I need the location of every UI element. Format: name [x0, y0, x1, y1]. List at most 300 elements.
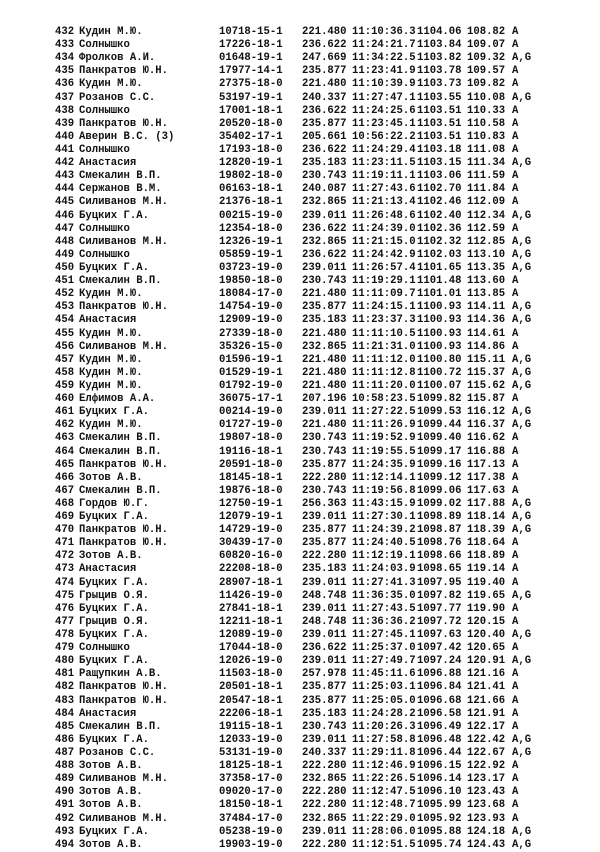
fancier-name: Анастасия — [79, 563, 137, 576]
place-number: 481 — [55, 668, 75, 681]
fancier-name: Грыцив О.Я. — [79, 615, 149, 628]
distance: 230.743 — [302, 275, 347, 288]
distance: 257.978 — [302, 668, 347, 681]
arrival-time: 11:24:25.6 — [352, 104, 416, 117]
fancier-name: Солнышко — [79, 248, 130, 261]
place-number: 466 — [55, 471, 75, 484]
distance: 236.622 — [302, 248, 347, 261]
table-row — [55, 747, 575, 760]
ring-number: 12079-19-1 — [219, 511, 283, 524]
points: 109.32 — [467, 52, 506, 65]
speed: 1099.16 — [417, 458, 462, 471]
distance: 236.622 — [302, 39, 347, 52]
points: 111.84 — [467, 183, 506, 196]
place-number: 443 — [55, 170, 75, 183]
flags: A — [512, 327, 519, 340]
place-number: 459 — [55, 379, 75, 392]
arrival-time: 11:11:09.7 — [352, 288, 416, 301]
distance: 221.480 — [302, 353, 347, 366]
flags: A,G — [512, 747, 532, 760]
fancier-name: Анастасия — [79, 707, 137, 720]
place-number: 467 — [55, 484, 75, 497]
speed: 1098.65 — [417, 563, 462, 576]
distance: 239.011 — [302, 511, 347, 524]
points: 118.39 — [467, 524, 506, 537]
distance: 235.877 — [302, 524, 347, 537]
table-row — [55, 681, 575, 694]
ring-number: 17193-18-0 — [219, 143, 283, 156]
distance: 221.480 — [302, 327, 347, 340]
arrival-time: 11:21:13.4 — [352, 196, 416, 209]
place-number: 477 — [55, 615, 75, 628]
flags: A,G — [512, 419, 532, 432]
speed: 1099.40 — [417, 432, 462, 445]
points: 117.13 — [467, 458, 506, 471]
points: 116.62 — [467, 432, 506, 445]
points: 113.85 — [467, 288, 506, 301]
ring-number: 19850-18-0 — [219, 275, 283, 288]
speed: 1097.95 — [417, 576, 462, 589]
arrival-time: 11:10:36.3 — [352, 26, 416, 38]
ring-number: 01529-19-1 — [219, 366, 283, 379]
fancier-name: Солнышко — [79, 39, 130, 52]
arrival-time: 11:11:12.8 — [352, 366, 416, 379]
fancier-name: Солнышко — [79, 143, 130, 156]
flags: A,G — [512, 91, 532, 104]
table-row — [55, 65, 575, 78]
distance: 236.622 — [302, 222, 347, 235]
flags: A — [512, 170, 519, 183]
distance: 230.743 — [302, 170, 347, 183]
table-row — [55, 472, 575, 485]
table-row — [55, 196, 575, 209]
arrival-time: 11:45:11.6 — [352, 668, 416, 681]
distance: 235.877 — [302, 694, 347, 707]
table-row — [55, 590, 575, 603]
speed: 1096.49 — [417, 720, 462, 733]
arrival-time: 11:36:35.0 — [352, 589, 416, 602]
fancier-name: Буцких Г.А. — [79, 602, 149, 615]
table-row — [55, 459, 575, 472]
ring-number: 00214-19-0 — [219, 406, 283, 419]
speed: 1103.18 — [417, 143, 462, 156]
flags: A,G — [512, 353, 532, 366]
ring-number: 12089-19-0 — [219, 629, 283, 642]
ring-number: 53197-19-1 — [219, 91, 283, 104]
arrival-time: 11:27:41.3 — [352, 576, 416, 589]
speed: 1102.70 — [417, 183, 462, 196]
ring-number: 18084-17-0 — [219, 288, 283, 301]
place-number: 444 — [55, 183, 75, 196]
place-number: 437 — [55, 91, 75, 104]
table-row — [55, 52, 575, 65]
fancier-name: Смекалин В.П. — [79, 432, 162, 445]
table-row — [55, 642, 575, 655]
distance: 240.337 — [302, 91, 347, 104]
place-number: 470 — [55, 524, 75, 537]
ring-number: 01792-19-0 — [219, 379, 283, 392]
flags: A — [512, 130, 519, 143]
flags: A — [512, 143, 519, 156]
place-number: 480 — [55, 655, 75, 668]
ring-number: 60820-16-0 — [219, 550, 283, 563]
place-number: 472 — [55, 550, 75, 563]
points: 111.59 — [467, 170, 506, 183]
table-row — [55, 799, 575, 812]
place-number: 482 — [55, 681, 75, 694]
table-row — [55, 734, 575, 747]
ring-number: 27375-18-0 — [219, 78, 283, 91]
speed: 1104.06 — [417, 26, 462, 38]
speed: 1097.42 — [417, 642, 462, 655]
flags: A,G — [512, 157, 532, 170]
table-row — [55, 105, 575, 118]
points: 119.40 — [467, 576, 506, 589]
fancier-name: Кудин М.Ю. — [79, 353, 143, 366]
points: 118.64 — [467, 537, 506, 550]
points: 111.34 — [467, 157, 506, 170]
fancier-name: Сержанов В.М. — [79, 183, 162, 196]
arrival-time: 11:22:29.0 — [352, 812, 416, 825]
points: 114.11 — [467, 301, 506, 314]
place-number: 494 — [55, 838, 75, 851]
points: 112.59 — [467, 222, 506, 235]
arrival-time: 11:12:47.5 — [352, 786, 416, 799]
table-row — [55, 446, 575, 459]
speed: 1103.06 — [417, 170, 462, 183]
flags: A — [512, 563, 519, 576]
speed: 1101.48 — [417, 275, 462, 288]
speed: 1100.07 — [417, 379, 462, 392]
flags: A,G — [512, 248, 532, 261]
flags: A,G — [512, 629, 532, 642]
arrival-time: 11:23:37.3 — [352, 314, 416, 327]
ring-number: 28907-18-1 — [219, 576, 283, 589]
arrival-time: 11:24:28.2 — [352, 707, 416, 720]
flags: A — [512, 340, 519, 353]
table-row — [55, 786, 575, 799]
distance: 232.865 — [302, 340, 347, 353]
fancier-name: Зотов А.В. — [79, 838, 143, 851]
distance: 230.743 — [302, 720, 347, 733]
flags: A,G — [512, 366, 532, 379]
fancier-name: Буцких Г.А. — [79, 825, 149, 838]
table-row — [55, 537, 575, 550]
ring-number: 37358-17-0 — [219, 773, 283, 786]
speed: 1099.06 — [417, 484, 462, 497]
arrival-time: 11:26:48.6 — [352, 209, 416, 222]
speed: 1095.99 — [417, 799, 462, 812]
distance: 222.280 — [302, 550, 347, 563]
flags: A — [512, 117, 519, 130]
place-number: 452 — [55, 288, 75, 301]
fancier-name: Кудин М.Ю. — [79, 26, 143, 38]
table-row — [55, 26, 575, 39]
arrival-time: 11:22:26.5 — [352, 773, 416, 786]
arrival-time: 11:27:30.1 — [352, 511, 416, 524]
place-number: 450 — [55, 261, 75, 274]
fancier-name: Панкратов Ю.Н. — [79, 681, 169, 694]
flags: A — [512, 668, 519, 681]
speed: 1099.44 — [417, 419, 462, 432]
points: 112.34 — [467, 209, 506, 222]
table-row — [55, 432, 575, 445]
flags: A — [512, 484, 519, 497]
speed: 1097.82 — [417, 589, 462, 602]
distance: 235.183 — [302, 157, 347, 170]
place-number: 458 — [55, 366, 75, 379]
fancier-name: Солнышко — [79, 104, 130, 117]
flags: A — [512, 222, 519, 235]
distance: 232.865 — [302, 773, 347, 786]
arrival-time: 11:19:55.5 — [352, 445, 416, 458]
flags: A,G — [512, 209, 532, 222]
table-row — [55, 118, 575, 131]
flags: A,G — [512, 52, 532, 65]
points: 121.66 — [467, 694, 506, 707]
place-number: 439 — [55, 117, 75, 130]
speed: 1096.15 — [417, 760, 462, 773]
place-number: 474 — [55, 576, 75, 589]
arrival-time: 11:21:31.0 — [352, 340, 416, 353]
speed: 1096.48 — [417, 733, 462, 746]
results-list — [55, 26, 575, 852]
place-number: 463 — [55, 432, 75, 445]
table-row — [55, 498, 575, 511]
place-number: 461 — [55, 406, 75, 419]
arrival-time: 11:11:20.0 — [352, 379, 416, 392]
points: 117.38 — [467, 471, 506, 484]
flags: A — [512, 550, 519, 563]
ring-number: 12026-19-0 — [219, 655, 283, 668]
table-row — [55, 655, 575, 668]
distance: 239.011 — [302, 733, 347, 746]
ring-number: 20547-18-1 — [219, 694, 283, 707]
ring-number: 18145-18-1 — [219, 471, 283, 484]
fancier-name: Смекалин В.П. — [79, 720, 162, 733]
place-number: 471 — [55, 537, 75, 550]
place-number: 457 — [55, 353, 75, 366]
speed: 1097.24 — [417, 655, 462, 668]
flags: A,G — [512, 379, 532, 392]
fancier-name: Анастасия — [79, 157, 137, 170]
place-number: 486 — [55, 733, 75, 746]
place-number: 434 — [55, 52, 75, 65]
ring-number: 35402-17-1 — [219, 130, 283, 143]
arrival-time: 11:24:40.5 — [352, 537, 416, 550]
place-number: 433 — [55, 39, 75, 52]
speed: 1103.51 — [417, 117, 462, 130]
table-row — [55, 275, 575, 288]
fancier-name: Смекалин В.П. — [79, 170, 162, 183]
speed: 1095.74 — [417, 838, 462, 851]
place-number: 445 — [55, 196, 75, 209]
fancier-name: Буцких Г.А. — [79, 576, 149, 589]
place-number: 493 — [55, 825, 75, 838]
speed: 1098.66 — [417, 550, 462, 563]
distance: 239.011 — [302, 261, 347, 274]
fancier-name: Буцких Г.А. — [79, 406, 149, 419]
flags: A — [512, 812, 519, 825]
points: 117.63 — [467, 484, 506, 497]
place-number: 488 — [55, 760, 75, 773]
ring-number: 27339-18-0 — [219, 327, 283, 340]
ring-number: 12820-19-1 — [219, 157, 283, 170]
distance: 221.480 — [302, 288, 347, 301]
place-number: 451 — [55, 275, 75, 288]
points: 112.09 — [467, 196, 506, 209]
flags: A — [512, 537, 519, 550]
flags: A — [512, 642, 519, 655]
ring-number: 27841-18-1 — [219, 602, 283, 615]
speed: 1103.78 — [417, 65, 462, 78]
speed: 1099.02 — [417, 497, 462, 510]
flags: A — [512, 196, 519, 209]
speed: 1099.17 — [417, 445, 462, 458]
points: 118.14 — [467, 511, 506, 524]
arrival-time: 11:11:10.5 — [352, 327, 416, 340]
table-row — [55, 485, 575, 498]
speed: 1095.92 — [417, 812, 462, 825]
fancier-name: Буцких Г.А. — [79, 511, 149, 524]
ring-number: 14729-19-0 — [219, 524, 283, 537]
table-row — [55, 328, 575, 341]
fancier-name: Силиванов М.Н. — [79, 812, 169, 825]
table-row — [55, 367, 575, 380]
flags: A — [512, 773, 519, 786]
table-row — [55, 550, 575, 563]
arrival-time: 11:43:15.9 — [352, 497, 416, 510]
speed: 1098.89 — [417, 511, 462, 524]
table-row — [55, 262, 575, 275]
points: 123.68 — [467, 799, 506, 812]
table-row — [55, 341, 575, 354]
ring-number: 12750-19-1 — [219, 497, 283, 510]
distance: 256.363 — [302, 497, 347, 510]
distance: 235.877 — [302, 681, 347, 694]
fancier-name: Панкратов Ю.Н. — [79, 458, 169, 471]
arrival-time: 10:58:23.5 — [352, 393, 416, 406]
points: 112.85 — [467, 235, 506, 248]
distance: 221.480 — [302, 78, 347, 91]
flags: A — [512, 707, 519, 720]
ring-number: 19876-18-0 — [219, 484, 283, 497]
table-row — [55, 393, 575, 406]
arrival-time: 11:24:15.1 — [352, 301, 416, 314]
place-number: 442 — [55, 157, 75, 170]
speed: 1096.88 — [417, 668, 462, 681]
ring-number: 12326-19-1 — [219, 235, 283, 248]
points: 121.41 — [467, 681, 506, 694]
ring-number: 11503-18-0 — [219, 668, 283, 681]
arrival-time: 11:27:43.6 — [352, 183, 416, 196]
ring-number: 01648-19-1 — [219, 52, 283, 65]
distance: 235.877 — [302, 117, 347, 130]
distance: 222.280 — [302, 838, 347, 851]
points: 123.43 — [467, 786, 506, 799]
fancier-name: Розанов С.С. — [79, 747, 156, 760]
arrival-time: 11:21:15.0 — [352, 235, 416, 248]
ring-number: 53131-19-0 — [219, 747, 283, 760]
flags: A,G — [512, 825, 532, 838]
place-number: 435 — [55, 65, 75, 78]
speed: 1102.36 — [417, 222, 462, 235]
distance: 235.183 — [302, 707, 347, 720]
arrival-time: 11:12:19.1 — [352, 550, 416, 563]
flags: A — [512, 393, 519, 406]
place-number: 492 — [55, 812, 75, 825]
distance: 239.011 — [302, 825, 347, 838]
fancier-name: Силиванов М.Н. — [79, 235, 169, 248]
arrival-time: 11:12:51.5 — [352, 838, 416, 851]
flags: A — [512, 602, 519, 615]
distance: 221.480 — [302, 419, 347, 432]
flags: A — [512, 760, 519, 773]
distance: 232.865 — [302, 235, 347, 248]
distance: 236.622 — [302, 143, 347, 156]
table-row — [55, 236, 575, 249]
table-row — [55, 839, 575, 852]
table-row — [55, 249, 575, 262]
ring-number: 09020-17-0 — [219, 786, 283, 799]
ring-number: 17977-14-1 — [219, 65, 283, 78]
speed: 1101.01 — [417, 288, 462, 301]
speed: 1095.88 — [417, 825, 462, 838]
ring-number: 22206-18-1 — [219, 707, 283, 720]
arrival-time: 11:25:37.0 — [352, 642, 416, 655]
points: 121.16 — [467, 668, 506, 681]
points: 116.37 — [467, 419, 506, 432]
table-row — [55, 668, 575, 681]
ring-number: 12909-19-0 — [219, 314, 283, 327]
distance: 235.877 — [302, 301, 347, 314]
speed: 1100.93 — [417, 314, 462, 327]
ring-number: 19115-18-1 — [219, 720, 283, 733]
place-number: 484 — [55, 707, 75, 720]
distance: 230.743 — [302, 432, 347, 445]
flags: A — [512, 26, 519, 38]
points: 121.91 — [467, 707, 506, 720]
table-row — [55, 223, 575, 236]
distance: 235.183 — [302, 314, 347, 327]
points: 113.10 — [467, 248, 506, 261]
flags: A,G — [512, 524, 532, 537]
speed: 1096.14 — [417, 773, 462, 786]
flags: A — [512, 615, 519, 628]
place-number: 462 — [55, 419, 75, 432]
table-row — [55, 301, 575, 314]
distance: 239.011 — [302, 629, 347, 642]
ring-number: 12033-19-0 — [219, 733, 283, 746]
place-number: 469 — [55, 511, 75, 524]
ring-number: 36075-17-1 — [219, 393, 283, 406]
fancier-name: Буцких Г.А. — [79, 733, 149, 746]
arrival-time: 11:10:39.9 — [352, 78, 416, 91]
points: 120.65 — [467, 642, 506, 655]
fancier-name: Кудин М.Ю. — [79, 78, 143, 91]
table-row — [55, 354, 575, 367]
points: 114.86 — [467, 340, 506, 353]
table-row — [55, 524, 575, 537]
fancier-name: Солнышко — [79, 642, 130, 655]
speed: 1103.73 — [417, 78, 462, 91]
fancier-name: Ращупкин А.В. — [79, 668, 162, 681]
distance: 236.622 — [302, 642, 347, 655]
flags: A — [512, 681, 519, 694]
table-row — [55, 144, 575, 157]
points: 124.43 — [467, 838, 506, 851]
place-number: 440 — [55, 130, 75, 143]
